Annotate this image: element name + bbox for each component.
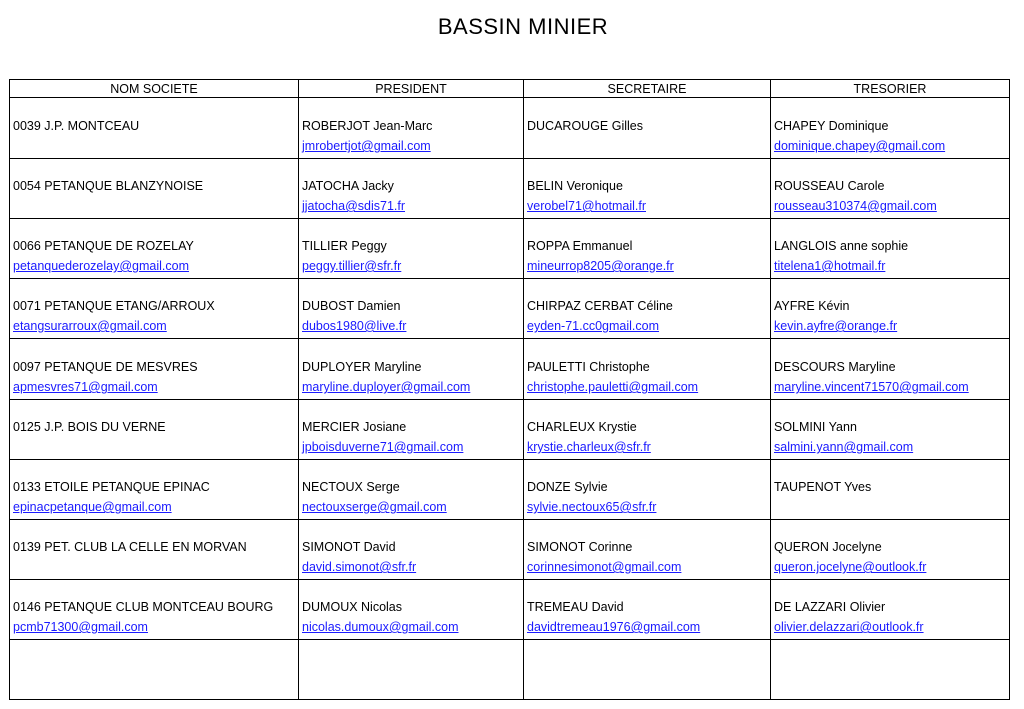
tresorier-email-link[interactable]: olivier.delazzari@outlook.fr xyxy=(774,620,924,634)
table-cell-societe xyxy=(10,339,299,400)
societe-name: 0066 PETANQUE DE ROZELAY xyxy=(13,239,194,253)
societe-name: 0125 J.P. BOIS DU VERNE xyxy=(13,420,166,434)
president-name: MERCIER Josiane xyxy=(302,420,407,434)
secretaire-name xyxy=(527,657,767,677)
secretaire-name: PAULETTI Christophe xyxy=(527,360,650,374)
table-cell-tresorier xyxy=(771,98,1010,159)
table-cell-tresorier xyxy=(771,460,1010,520)
table-cell-tresorier xyxy=(771,520,1010,580)
tresorier-email-link[interactable]: rousseau310374@gmail.com xyxy=(774,199,937,213)
officers-table xyxy=(9,79,1010,700)
table-cell-president xyxy=(299,339,524,400)
societe-name: 0039 J.P. MONTCEAU xyxy=(13,119,140,133)
header-tresorier: TRESORIER xyxy=(771,80,1010,98)
societe-name: 0133 ETOILE PETANQUE EPINAC xyxy=(13,480,210,494)
header-nom-societe: NOM SOCIETE xyxy=(10,80,299,98)
table-cell-societe xyxy=(10,98,299,159)
table-cell-tresorier xyxy=(771,580,1010,640)
societe-email-link[interactable]: petanquederozelay@gmail.com xyxy=(13,259,189,273)
table-cell-president xyxy=(299,400,524,460)
tresorier-name: QUERON Jocelyne xyxy=(774,540,882,554)
secretaire-name: DUCAROUGE Gilles xyxy=(527,119,643,133)
secretaire-email-link[interactable] xyxy=(527,136,767,156)
president-name: SIMONOT David xyxy=(302,540,396,554)
table-cell-tresorier xyxy=(771,159,1010,219)
secretaire-name: DONZE Sylvie xyxy=(527,480,608,494)
tresorier-name xyxy=(774,657,1006,677)
tresorier-email-link[interactable]: titelena1@hotmail.fr xyxy=(774,259,886,273)
secretaire-email-link[interactable] xyxy=(527,677,767,697)
tresorier-name: DESCOURS Maryline xyxy=(774,360,896,374)
tresorier-name: ROUSSEAU Carole xyxy=(774,179,885,193)
table-cell-societe xyxy=(10,159,299,219)
president-name: TILLIER Peggy xyxy=(302,239,387,253)
table-row xyxy=(10,98,1010,159)
table-cell-tresorier xyxy=(771,219,1010,279)
societe-email-link[interactable]: etangsurarroux@gmail.com xyxy=(13,319,167,333)
table-row xyxy=(10,460,1010,520)
secretaire-name: ROPPA Emmanuel xyxy=(527,239,633,253)
table-cell-societe xyxy=(10,279,299,339)
president-email-link[interactable]: dubos1980@live.fr xyxy=(302,319,407,333)
table-cell-societe xyxy=(10,219,299,279)
table-cell-societe xyxy=(10,580,299,640)
table-cell-secretaire xyxy=(524,400,771,460)
tresorier-name: SOLMINI Yann xyxy=(774,420,857,434)
table-cell-president xyxy=(299,640,524,700)
societe-email-link[interactable]: epinacpetanque@gmail.com xyxy=(13,500,172,514)
president-email-link[interactable]: nicolas.dumoux@gmail.com xyxy=(302,620,459,634)
societe-email-link[interactable] xyxy=(13,557,295,577)
tresorier-name: DE LAZZARI Olivier xyxy=(774,600,886,614)
societe-name: 0097 PETANQUE DE MESVRES xyxy=(13,360,198,374)
societe-name: 0071 PETANQUE ETANG/ARROUX xyxy=(13,299,215,313)
table-cell-president xyxy=(299,520,524,580)
table-cell-secretaire xyxy=(524,520,771,580)
tresorier-email-link[interactable] xyxy=(774,497,1006,517)
secretaire-name: CHIRPAZ CERBAT Céline xyxy=(527,299,673,313)
secretaire-email-link[interactable]: mineurrop8205@orange.fr xyxy=(527,259,674,273)
societe-name xyxy=(13,657,295,677)
table-cell-secretaire xyxy=(524,640,771,700)
table-cell-president xyxy=(299,580,524,640)
table-cell-secretaire xyxy=(524,460,771,520)
table-cell-secretaire xyxy=(524,159,771,219)
table-cell-societe xyxy=(10,640,299,700)
tresorier-name: CHAPEY Dominique xyxy=(774,119,889,133)
table-row xyxy=(10,400,1010,460)
societe-email-link[interactable] xyxy=(13,437,295,457)
societe-name: 0139 PET. CLUB LA CELLE EN MORVAN xyxy=(13,540,247,554)
secretaire-email-link[interactable]: krystie.charleux@sfr.fr xyxy=(527,440,651,454)
secretaire-name: SIMONOT Corinne xyxy=(527,540,633,554)
secretaire-name: CHARLEUX Krystie xyxy=(527,420,637,434)
president-name: ROBERJOT Jean-Marc xyxy=(302,119,433,133)
table-cell-societe xyxy=(10,400,299,460)
table-cell-secretaire xyxy=(524,219,771,279)
secretaire-email-link[interactable]: christophe.pauletti@gmail.com xyxy=(527,380,699,394)
tresorier-name: AYFRE Kévin xyxy=(774,299,850,313)
document-title: BASSIN MINIER xyxy=(437,14,609,39)
table-row xyxy=(10,520,1010,580)
tresorier-email-link[interactable]: kevin.ayfre@orange.fr xyxy=(774,319,898,333)
societe-email-link[interactable] xyxy=(13,136,295,156)
tresorier-email-link[interactable]: dominique.chapey@gmail.com xyxy=(774,139,946,153)
secretaire-name: TREMEAU David xyxy=(527,600,624,614)
president-email-link[interactable] xyxy=(302,677,520,697)
secretaire-email-link[interactable]: verobel71@hotmail.fr xyxy=(527,199,646,213)
table-row xyxy=(10,279,1010,339)
table-row xyxy=(10,580,1010,640)
table-row xyxy=(10,339,1010,400)
table-cell-president xyxy=(299,279,524,339)
table-row xyxy=(10,159,1010,219)
table-row xyxy=(10,640,1010,700)
president-email-link[interactable]: jpboisduverne71@gmail.com xyxy=(302,440,464,454)
header-president: PRESIDENT xyxy=(299,80,524,98)
president-name: NECTOUX Serge xyxy=(302,480,400,494)
societe-name: 0146 PETANQUE CLUB MONTCEAU BOURG xyxy=(13,600,274,614)
table-cell-tresorier xyxy=(771,640,1010,700)
president-name: JATOCHA Jacky xyxy=(302,179,394,193)
secretaire-email-link[interactable]: eyden-71.cc0gmail.com xyxy=(527,319,660,333)
president-name: DUMOUX Nicolas xyxy=(302,600,403,614)
tresorier-email-link[interactable]: queron.jocelyne@outlook.fr xyxy=(774,560,927,574)
tresorier-email-link[interactable]: salmini.yann@gmail.com xyxy=(774,440,914,454)
president-name: DUBOST Damien xyxy=(302,299,401,313)
societe-email-link[interactable] xyxy=(13,677,295,697)
table-cell-president xyxy=(299,98,524,159)
table-cell-societe xyxy=(10,460,299,520)
tresorier-email-link[interactable]: maryline.vincent71570@gmail.com xyxy=(774,380,969,394)
table-cell-societe xyxy=(10,520,299,580)
table-cell-secretaire xyxy=(524,98,771,159)
president-name xyxy=(302,657,520,677)
secretaire-name: BELIN Veronique xyxy=(527,179,623,193)
president-email-link[interactable]: jmrobertjot@gmail.com xyxy=(302,139,431,153)
president-name: DUPLOYER Maryline xyxy=(302,360,422,374)
societe-name: 0054 PETANQUE BLANZYNOISE xyxy=(13,179,204,193)
table-header-row xyxy=(10,80,1010,98)
secretaire-email-link[interactable]: sylvie.nectoux65@sfr.fr xyxy=(527,500,657,514)
table-cell-president xyxy=(299,159,524,219)
secretaire-email-link[interactable]: corinnesimonot@gmail.com xyxy=(527,560,682,574)
tresorier-name: TAUPENOT Yves xyxy=(774,480,872,494)
president-email-link[interactable]: maryline.duployer@gmail.com xyxy=(302,380,471,394)
table-cell-president xyxy=(299,219,524,279)
tresorier-name: LANGLOIS anne sophie xyxy=(774,239,909,253)
president-email-link[interactable]: peggy.tillier@sfr.fr xyxy=(302,259,402,273)
table-cell-tresorier xyxy=(771,279,1010,339)
societe-email-link[interactable]: pcmb71300@gmail.com xyxy=(13,620,148,634)
president-email-link[interactable]: david.simonot@sfr.fr xyxy=(302,560,417,574)
table-cell-secretaire xyxy=(524,580,771,640)
table-row xyxy=(10,219,1010,279)
societe-email-link[interactable] xyxy=(13,196,295,216)
table-cell-tresorier xyxy=(771,339,1010,400)
president-email-link[interactable]: jjatocha@sdis71.fr xyxy=(302,199,406,213)
secretaire-email-link[interactable]: davidtremeau1976@gmail.com xyxy=(527,620,701,634)
header-secretaire: SECRETAIRE xyxy=(524,80,771,98)
table-cell-president xyxy=(299,460,524,520)
table-cell-secretaire xyxy=(524,339,771,400)
table-body xyxy=(10,98,1010,700)
table-cell-secretaire xyxy=(524,279,771,339)
societe-email-link[interactable]: apmesvres71@gmail.com xyxy=(13,380,158,394)
table-cell-tresorier xyxy=(771,400,1010,460)
president-email-link[interactable]: nectouxserge@gmail.com xyxy=(302,500,447,514)
tresorier-email-link[interactable] xyxy=(774,677,1006,697)
